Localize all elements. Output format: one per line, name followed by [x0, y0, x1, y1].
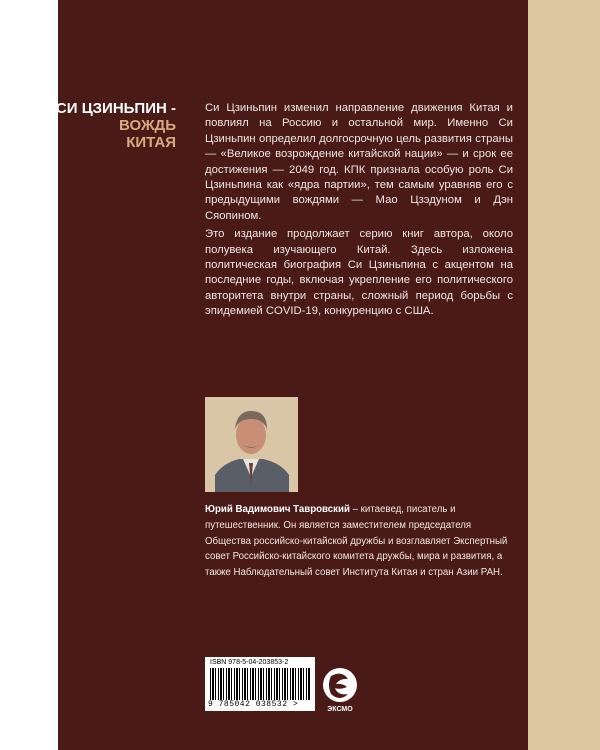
- book-title: [36, 100, 176, 151]
- author-bio-text: – китаевед, писатель и путешественник. Он является заместителем председателя Общества российско-китайской дружбы и возглавляет Экспертный совет Российско-китайского комитета дружбы, мира и развития, а также Наблюдательный совет Института Китая и стран Азии РАН.: [205, 504, 508, 579]
- isbn-label: ISBN 978-5-04-203853-2: [210, 659, 289, 666]
- author-bio: [205, 502, 510, 581]
- title-line-3: КИТАЯ: [126, 134, 176, 151]
- barcode-number: 9 785042 038532 >: [208, 700, 299, 709]
- title-line-1: СИ ЦЗИНЬПИН -: [55, 100, 176, 117]
- spine-edge: [528, 0, 600, 750]
- author-name: Юрий Вадимович Тавровский: [205, 504, 350, 515]
- description-paragraph-1: Си Цзиньпин изменил направление движения Китая и повлиял на Россию и остальной мир. Именно Си Цзиньпин определил долгосрочную цель развития страны — «Великое возрождение китайской нации» — и срок ее достижения — 2049 год. КПК признала особую роль Си Цзиньпина как «ядра партии», тем самым уравняв его с предыдущими вождями — Мао Цзэдуном и Дэн Сяопином.: [205, 102, 513, 222]
- isbn-barcode: [205, 657, 315, 711]
- description-text: [205, 101, 513, 323]
- title-line-2: ВОЖДЬ: [119, 117, 176, 134]
- publisher-logo: [318, 666, 362, 714]
- description-paragraph-2: Это издание продолжает серию книг автора, около полувека изучающего Китай. Здесь изложена политическая биография Си Цзиньпина с акцентом на последние годы, включая укрепление его политического авторитета внутри страны, сложный период борьбы с эпидемией COVID-19, конкуренцию с США.: [205, 228, 513, 318]
- publisher-name: ЭКСМО: [327, 706, 353, 713]
- author-photo: [205, 397, 298, 492]
- barcode-bars: [210, 668, 310, 700]
